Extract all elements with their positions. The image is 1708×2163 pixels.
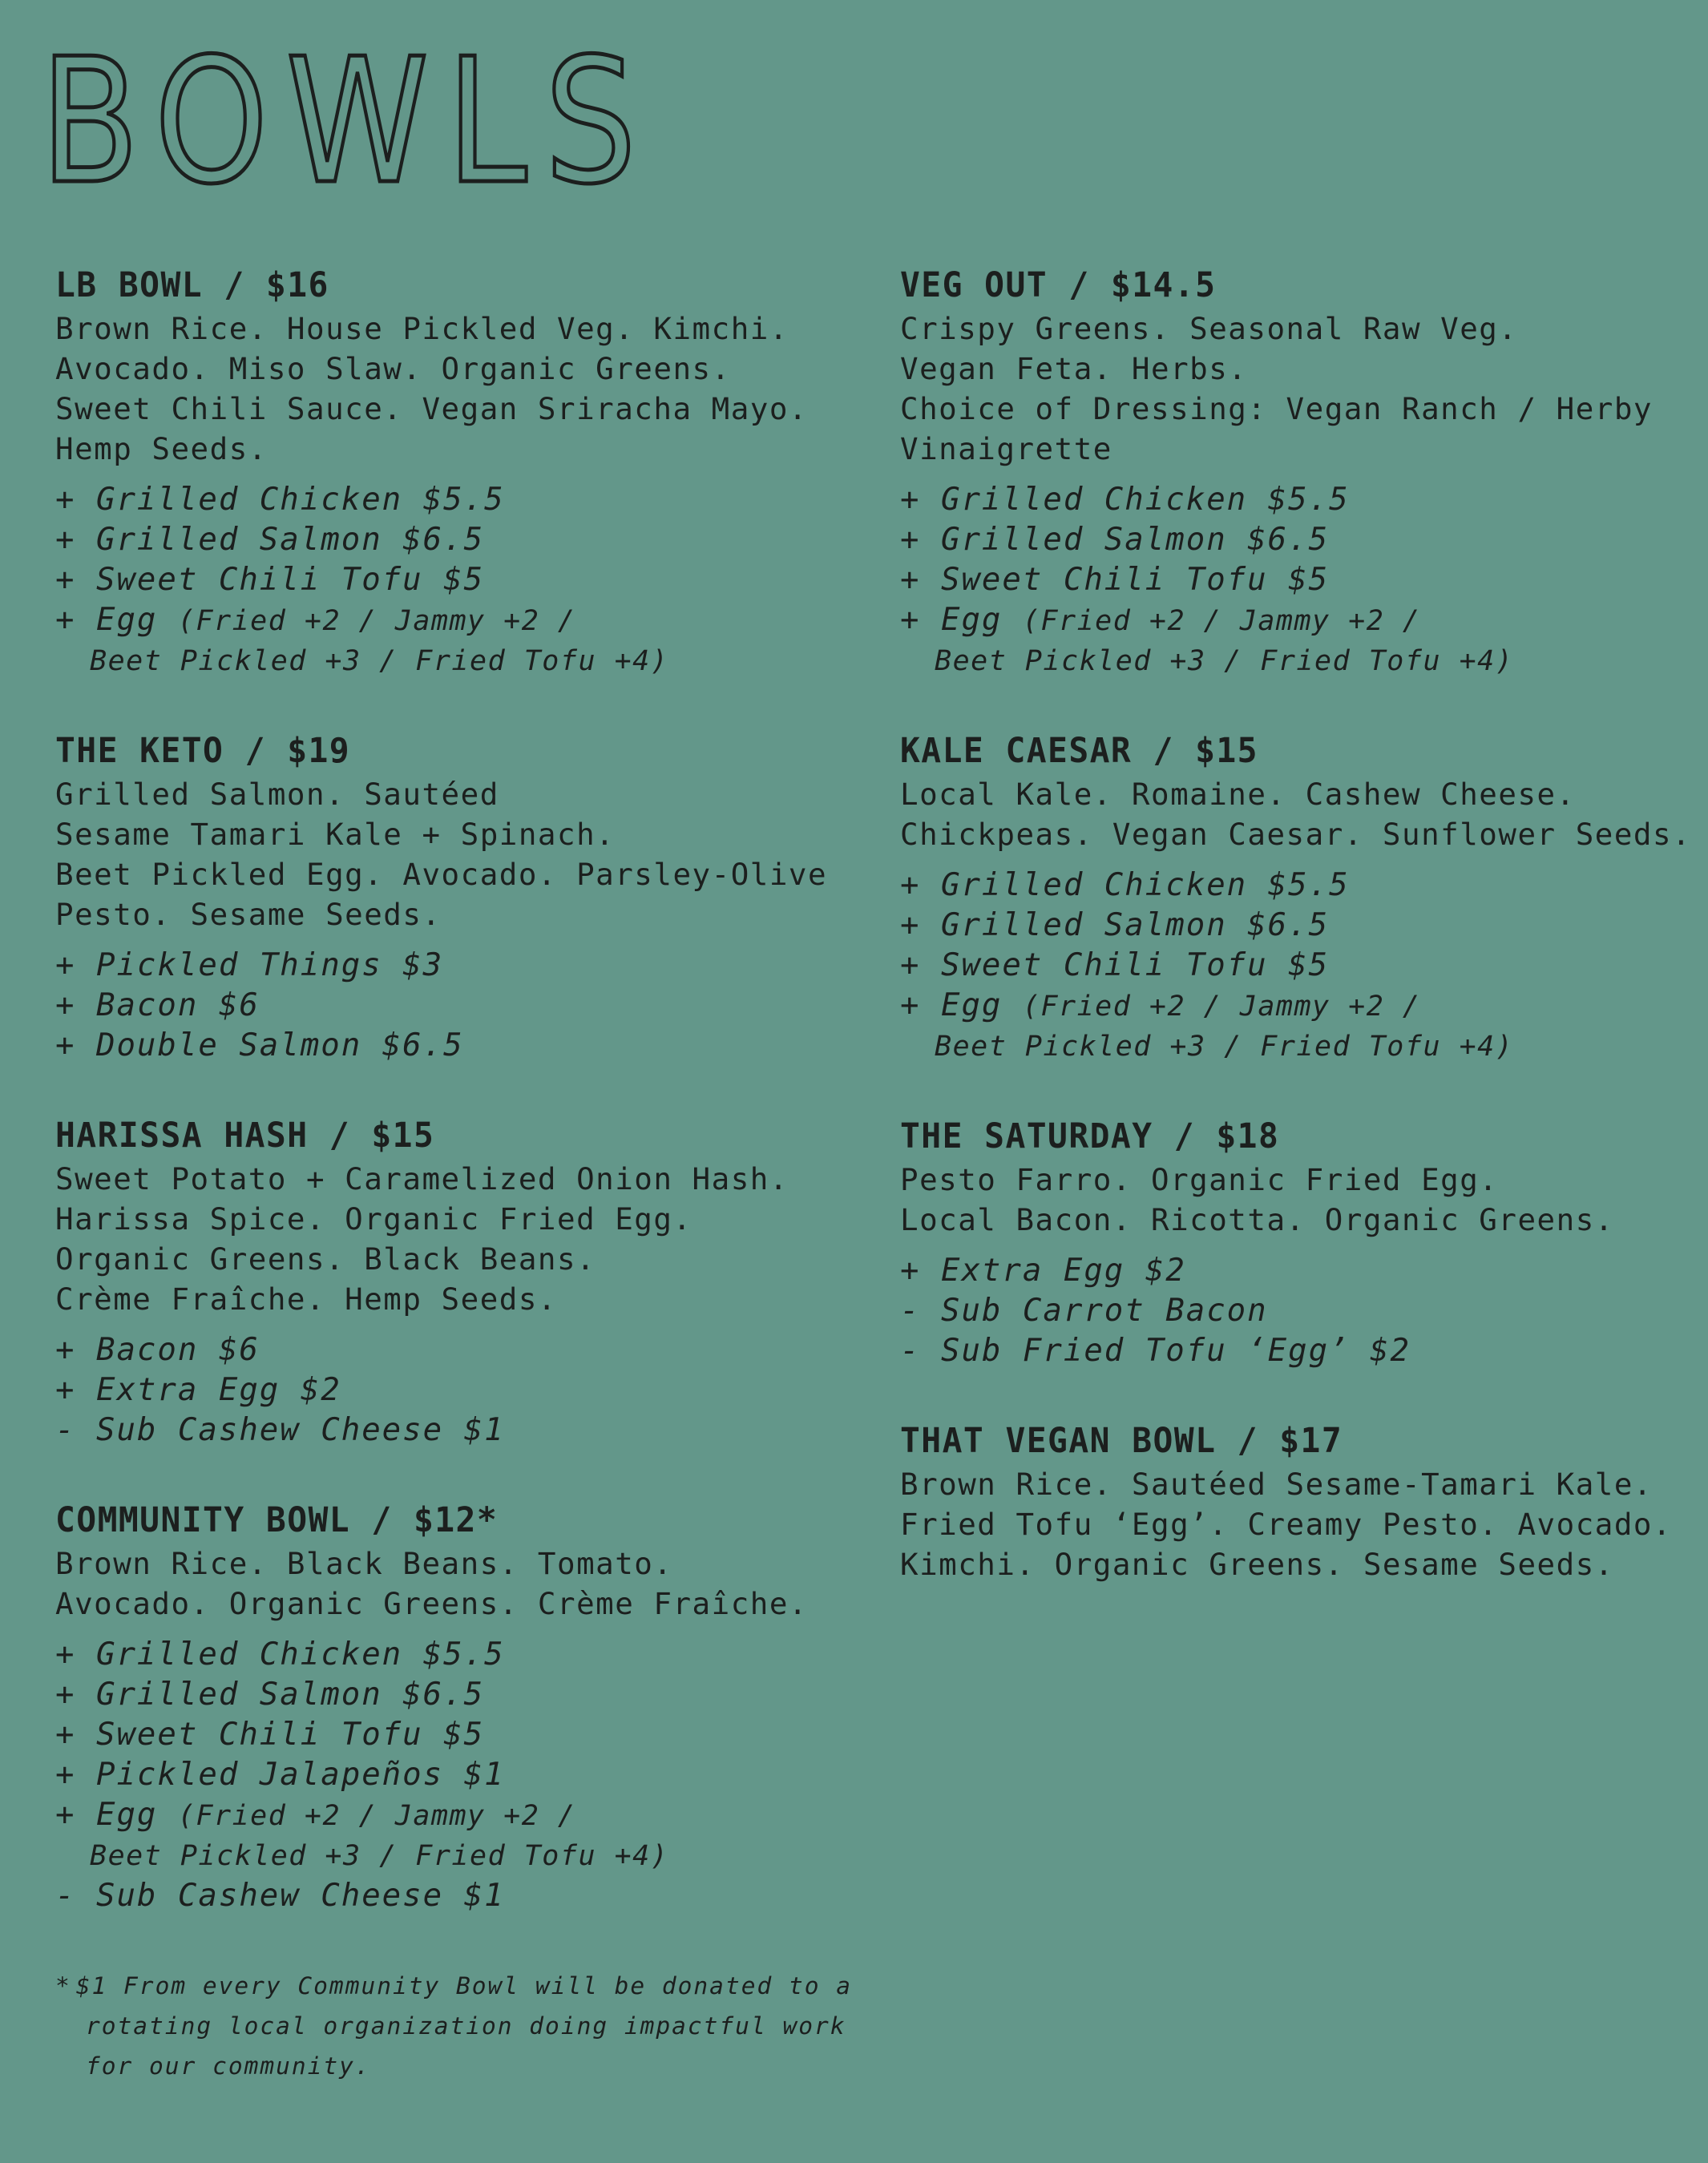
menu-item-that-vegan-bowl [900, 1418, 1702, 1584]
addon-option: + Extra Egg $2 [55, 1372, 341, 1408]
addon-option: + Egg (Fried +2 / Jammy +2 / [55, 602, 576, 638]
addon-option: + Grilled Chicken $5.5 [55, 482, 505, 518]
addon-option: + Double Salmon $6.5 [55, 1027, 464, 1063]
menu-item-description [55, 1159, 921, 1319]
menu-item-addons [55, 946, 921, 1066]
addon-option: - Sub Carrot Bacon [900, 1293, 1268, 1329]
menu-item-community-bowl [55, 1497, 921, 1916]
addon-option: + Egg (Fried +2 / Jammy +2 / [900, 987, 1421, 1023]
menu-item-harissa-hash [55, 1112, 921, 1451]
menu-item-the-keto [55, 728, 921, 1066]
addon-option: + Egg (Fried +2 / Jammy +2 / [900, 602, 1421, 638]
menu-item-addons [55, 1330, 921, 1451]
description-line: Fried Tofu ‘Egg’. Creamy Pesto. Avocado. [900, 1507, 1673, 1542]
menu-item-addons [900, 866, 1702, 1067]
description-line: Local Bacon. Ricotta. Organic Greens. [900, 1202, 1614, 1237]
menu-item-title: VEG OUT / $14.5 [900, 265, 1217, 305]
addon-option: + Sweet Chili Tofu $5 [900, 947, 1330, 983]
description-line: Local Kale. Romaine. Cashew Cheese. [900, 777, 1576, 812]
addon-option: Beet Pickled +3 / Fried Tofu +4) [90, 645, 669, 677]
addon-option: Beet Pickled +3 / Fried Tofu +4) [935, 1031, 1514, 1063]
menu-item-addons [55, 480, 921, 681]
menu-item-lb-bowl [55, 262, 921, 681]
description-line: Chickpeas. Vegan Caesar. Sunflower Seeds. [900, 817, 1692, 852]
menu-item-addons [55, 1635, 921, 1916]
addon-option: + Grilled Salmon $6.5 [55, 1677, 485, 1713]
menu-item-kale-caesar [900, 728, 1702, 1067]
addon-option: + Sweet Chili Tofu $5 [55, 1717, 485, 1753]
description-line: Pesto. Sesame Seeds. [55, 897, 442, 932]
menu-item-description [55, 309, 921, 469]
menu-item-addons [900, 1251, 1702, 1371]
description-line: Avocado. Organic Greens. Crème Fraîche. [55, 1586, 808, 1621]
footnote-line: for our community. [86, 2052, 371, 2080]
addon-option: - Sub Cashew Cheese $1 [55, 1878, 505, 1914]
description-line: Grilled Salmon. Sautéed [55, 777, 499, 812]
footnote-line: * $1 From every Community Bowl will be donated to a [55, 1972, 853, 2000]
description-line: Kimchi. Organic Greens. Sesame Seeds. [900, 1547, 1614, 1582]
description-line: Brown Rice. Black Beans. Tomato. [55, 1546, 673, 1581]
addon-option: + Bacon $6 [55, 987, 260, 1023]
menu-item-title: COMMUNITY BOWL / $12* [55, 1500, 499, 1540]
menu-item-title: THE KETO / $19 [55, 731, 351, 771]
addon-option: + Egg (Fried +2 / Jammy +2 / [55, 1797, 576, 1833]
description-line: Brown Rice. House Pickled Veg. Kimchi. [55, 311, 789, 346]
menu-item-veg-out [900, 262, 1702, 681]
addon-option: Beet Pickled +3 / Fried Tofu +4) [935, 645, 1514, 677]
description-line: Beet Pickled Egg. Avocado. Parsley-Olive [55, 857, 828, 892]
addon-option: + Grilled Salmon $6.5 [900, 522, 1330, 558]
description-line: Organic Greens. Black Beans. [55, 1241, 596, 1277]
menu-item-description [900, 774, 1702, 854]
menu-item-title: THE SATURDAY / $18 [900, 1116, 1280, 1156]
addon-option: + Sweet Chili Tofu $5 [900, 562, 1330, 598]
description-line: Brown Rice. Sautéed Sesame-Tamari Kale. [900, 1467, 1653, 1502]
addon-option: + Pickled Things $3 [55, 947, 444, 983]
menu-item-description [900, 309, 1702, 469]
description-line: Harissa Spice. Organic Fried Egg. [55, 1201, 692, 1237]
addon-option: - Sub Cashew Cheese $1 [55, 1412, 505, 1448]
menu-title: BOWLS [40, 21, 654, 222]
addon-option: + Sweet Chili Tofu $5 [55, 562, 485, 598]
addon-option: Beet Pickled +3 / Fried Tofu +4) [90, 1840, 669, 1872]
menu-item-description [55, 774, 921, 934]
left-column [55, 262, 921, 1963]
description-line: Sesame Tamari Kale + Spinach. [55, 817, 616, 852]
footnote-line: rotating local organization doing impactful work [86, 2012, 846, 2040]
menu-item-description [900, 1160, 1702, 1240]
addon-option: + Pickled Jalapeños $1 [55, 1757, 505, 1793]
menu-item-title: LB BOWL / $16 [55, 265, 329, 305]
menu-item-addons [900, 480, 1702, 681]
description-line: Avocado. Miso Slaw. Organic Greens. [55, 351, 731, 386]
community-bowl-footnote [55, 1966, 852, 2086]
menu-item-title: HARISSA HASH / $15 [55, 1116, 435, 1156]
addon-option: + Bacon $6 [55, 1332, 260, 1368]
description-line: Sweet Chili Sauce. Vegan Sriracha Mayo. [55, 391, 808, 426]
description-line: Hemp Seeds. [55, 431, 268, 466]
description-line: Pesto Farro. Organic Fried Egg. [900, 1162, 1499, 1197]
addon-option: + Grilled Salmon $6.5 [900, 907, 1330, 943]
menu-item-description [900, 1464, 1702, 1584]
addon-option: + Grilled Salmon $6.5 [55, 522, 485, 558]
addon-option: + Extra Egg $2 [900, 1253, 1186, 1289]
menu-item-title: THAT VEGAN BOWL / $17 [900, 1421, 1343, 1461]
right-column [900, 262, 1702, 1631]
description-line: Vegan Feta. Herbs. [900, 351, 1248, 386]
description-line: Crème Fraîche. Hemp Seeds. [55, 1281, 557, 1317]
addon-option: - Sub Fried Tofu ‘Egg’ $2 [900, 1333, 1411, 1369]
menu-item-title: KALE CAESAR / $15 [900, 731, 1258, 771]
description-line: Vinaigrette [900, 431, 1112, 466]
description-line: Crispy Greens. Seasonal Raw Veg. [900, 311, 1518, 346]
description-line: Choice of Dressing: Vegan Ranch / Herby [900, 391, 1653, 426]
description-line: Sweet Potato + Caramelized Onion Hash. [55, 1161, 789, 1197]
addon-option: + Grilled Chicken $5.5 [55, 1636, 505, 1673]
addon-option: + Grilled Chicken $5.5 [900, 482, 1350, 518]
menu-item-the-saturday [900, 1113, 1702, 1371]
footnote-marker: * [55, 1972, 71, 2000]
menu-item-description [55, 1544, 921, 1624]
addon-option: + Grilled Chicken $5.5 [900, 867, 1350, 903]
